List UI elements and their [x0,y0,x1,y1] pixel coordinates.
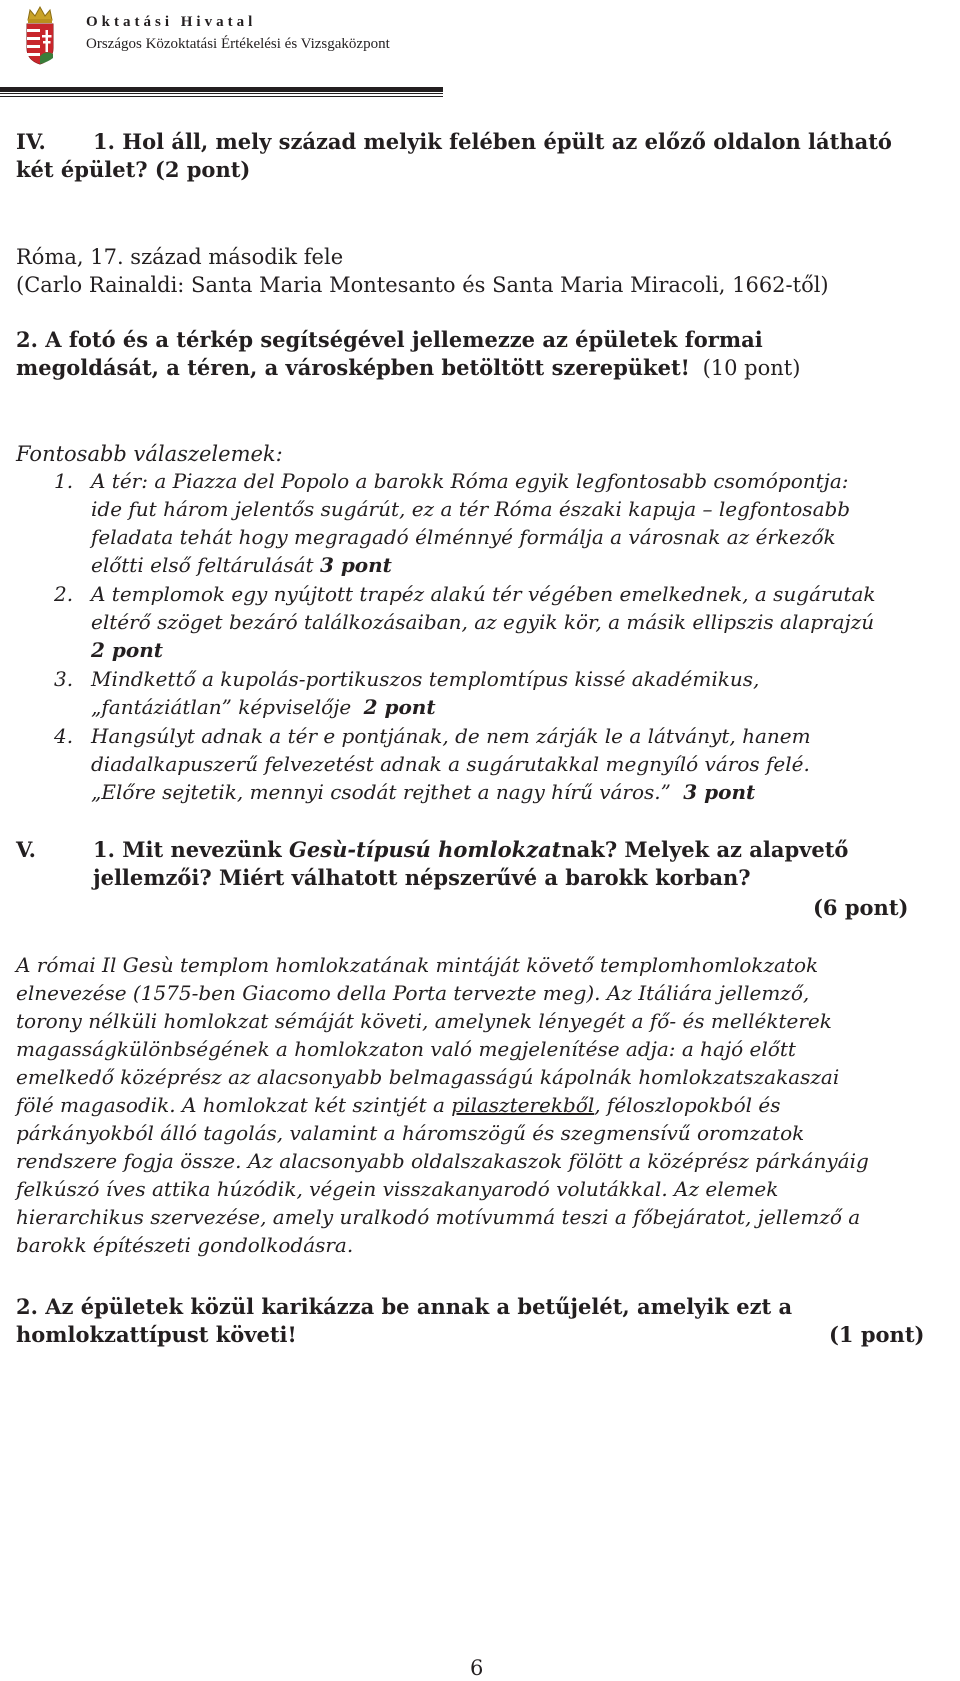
item-1-line: feladata tehát hogy megragadó élménnyé formálja a városnak az érkezők [91,525,836,549]
item-4-points: 3 pont [683,780,756,804]
question-v-1-post: nak? Melyek az alapvető [561,837,849,862]
header-org-name: Oktatási Hivatal [86,14,257,30]
question-v-2-points: (1 pont) [829,1322,925,1347]
pilaszterekbol-link[interactable]: pilaszterekből [451,1093,595,1117]
answer-v-1-line: magasságkülönbségének a homlokzaton való megjelenítése adja: a hajó előtt [16,1037,796,1061]
item-4-line: Hangsúlyt adnak a tér e pontjának, de nem zárják le a látványt, hanem [91,724,811,748]
question-v-1-line1 [93,836,848,864]
question-iv-2-line1: 2. A fotó és a térkép segítségével jellemezze az épületek formai [16,327,763,352]
answer-iv-1-line1: Róma, 17. század második fele [16,245,344,269]
item-1-line: A tér: a Piazza del Popolo a barokk Róma egyik legfontosabb csomópontja: [91,469,849,493]
question-iv-2-text: megoldását, a téren, a városképben betöltött szerepüket! [16,355,690,380]
answer-v-1-line: A római Il Gesù templom homlokzatának mintáját követő templomhomlokzatok [16,953,819,977]
section-iv-label: IV. [16,129,46,154]
page-number: 6 [470,1656,484,1680]
question-v-2-line1: 2. Az épületek közül karikázza be annak a betűjelét, amelyik ezt a [16,1294,793,1319]
item-2-line: A templomok egy nyújtott trapéz alakú tér végében emelkednek, a sugárutak [91,582,876,606]
question-v-1-term: Gesù-típusú homlokzat [288,837,562,862]
item-2-line: eltérő szöget bezáró találkozásaiban, az egyik kör, a másik ellipszis alaprajzú [91,610,875,634]
question-v-1-pre: 1. Mit nevezünk [93,837,289,862]
answer-v-1-line: elnevezése (1575-ben Giacomo della Porta tervezte meg). Az Itáliára jellemző, [16,981,810,1005]
item-number: 2. [54,582,74,606]
elements-heading: Fontosabb válaszelemek: [16,442,283,466]
question-iv-1-line1: 1. Hol áll, mely század melyik felében épült az előző oldalon látható [93,129,892,154]
item-4-line: „Előre sejtetik, mennyi csodát rejthet a nagy hírű város.” [91,780,671,804]
question-v-1-points: (6 pont) [813,895,909,920]
item-number: 1. [54,469,74,493]
item-4-last-line [91,778,755,806]
item-3-line: Mindkettő a kupolás-portikuszos templomtípus kissé akadémikus, [91,667,760,691]
answer-v-1-line: felkúszó íves attika húzódik, végein visszakanyarodó volutákkal. Az elemek [16,1177,779,1201]
item-1-line: előtti első feltárulását [91,553,314,577]
section-v-label: V. [16,837,36,862]
item-1-line: ide fut három jelentős sugárút, ez a tér Róma északi kapuja – legfontosabb [91,497,851,521]
coat-of-arms-logo [22,4,58,66]
answer-iv-1-line2: (Carlo Rainaldi: Santa Maria Montesanto és Santa Maria Miracoli, 1662-től) [16,273,829,297]
item-number: 3. [54,667,74,691]
question-iv-1-line2: két épület? (2 pont) [16,157,251,182]
item-number: 4. [54,724,74,748]
question-iv-2-points: (10 pont) [702,356,801,380]
question-v-1-line2: jellemzői? Miért válhatott népszerűvé a barokk korban? [93,865,751,890]
header-rule [0,87,443,92]
item-1-points: 3 pont [319,553,392,577]
item-3-line: „fantáziátlan” képviselője [91,695,352,719]
answer-v-1-line-with-link [16,1091,781,1119]
answer-v-1-line: hierarchikus szervezése, amely uralkodó motívummá teszi a főbejáratot, jellemző a [16,1205,861,1229]
header-rule-thin [0,93,443,94]
answer-v-1-line: barokk építészeti gondolkodásra. [16,1233,354,1257]
answer-v-1-line: torony nélküli homlokzat sémáját követi, amelynek lényegét a fő- és mellékterek [16,1009,832,1033]
item-1-last-line [91,551,392,579]
answer-v-1-line: párkányokból álló tagolás, valamint a háromszögű és szegmensívű oromzatok [16,1121,805,1145]
item-3-last-line [91,693,436,721]
item-4-line: diadalkapuszerű felvezetést adnak a sugárutakkal megnyíló város felé. [91,752,810,776]
answer-v-1-text: fölé magasodik. A homlokzat két szintjét a [16,1093,452,1117]
item-2-points: 2 pont [91,638,163,662]
question-iv-2-line2 [16,354,800,382]
answer-v-1-line: rendszere fogja össze. Az alacsonyabb oldalszakaszok fölött a középrész párkányáig [16,1149,869,1173]
answer-v-1-line: emelkedő középrész az alacsonyabb belmagasságú kápolnák homlokzatszakaszai [16,1065,840,1089]
answer-v-1-text: , féloszlopokból és [594,1093,781,1117]
header-rule-thin [0,96,443,97]
question-v-2-line2: homlokzattípust követi! [16,1322,297,1347]
item-3-points: 2 pont [363,695,436,719]
header-department-name: Országos Közoktatási Értékelési és Vizsgaközpont [86,36,390,52]
